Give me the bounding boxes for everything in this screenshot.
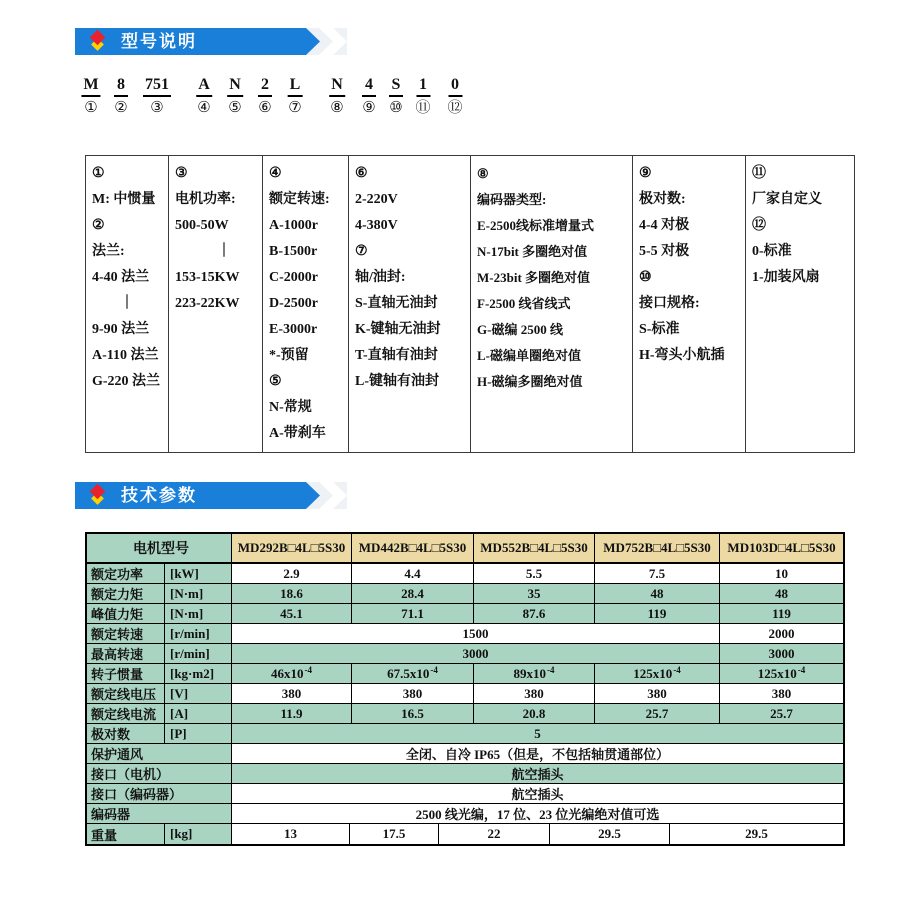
- model-name-cell: MD103D□4L□5S30: [720, 534, 843, 562]
- inertia-base: 46x10: [271, 665, 304, 681]
- model-table-line: L-磁编单圈绝对值: [477, 348, 582, 363]
- model-table-column-7: [746, 156, 854, 452]
- inertia-base: 125x10: [757, 665, 797, 681]
- tech-table-header-row: [87, 534, 843, 564]
- model-table-line: A-110 法兰: [92, 348, 159, 363]
- model-table-line: 法兰:: [92, 244, 125, 259]
- row-label: 保护通风: [87, 744, 232, 763]
- row-unit: [A]: [165, 704, 232, 723]
- model-table-line: F-2500 线省线式: [477, 296, 571, 311]
- inertia-exponent: -4: [430, 664, 438, 675]
- model-table-line: 0-标准: [752, 244, 792, 259]
- model-table-line: 轴/油封:: [355, 270, 406, 285]
- model-table-line: C-2000r: [269, 270, 318, 285]
- code-circled-num: ⑩: [389, 100, 403, 116]
- model-table-line: ③: [175, 166, 188, 181]
- model-table-column-5: [471, 156, 633, 452]
- row-label: 接口（编码器）: [87, 784, 232, 803]
- value-cell: 18.6: [232, 584, 352, 603]
- code-circled-num: ⑧: [330, 100, 344, 116]
- code-part: [362, 76, 376, 116]
- value-cell-span: 全闭、自冷 IP65（但是，不包括轴贯通部位）: [405, 747, 670, 762]
- row-rotor-inertia: [87, 664, 843, 684]
- value-cell: 11.9: [232, 704, 352, 723]
- code-circled-num: ①: [84, 100, 98, 116]
- inertia-base: 125x10: [633, 665, 673, 681]
- model-table-line: 4-4 对极: [639, 218, 690, 233]
- row-rated-power: [87, 564, 843, 584]
- model-table-line: ⑦: [355, 244, 368, 259]
- model-table-line: L-键轴有油封: [355, 374, 439, 389]
- row-unit: [kg·m2]: [165, 664, 232, 683]
- model-table-line: ⑩: [639, 270, 652, 285]
- row-max-speed: [87, 644, 843, 664]
- model-name-cell: MD552B□4L□5S30: [474, 534, 595, 562]
- model-table-line: H-磁编多圈绝对值: [477, 374, 583, 389]
- diamond-bullet-icon: [88, 30, 110, 53]
- model-table-line: G-磁编 2500 线: [477, 322, 563, 337]
- model-name-cell: MD752B□4L□5S30: [595, 534, 720, 562]
- value-cell: 16.5: [352, 704, 474, 723]
- value-cell: 45.1: [232, 604, 352, 623]
- model-table-line: 500-50W: [175, 218, 229, 233]
- code-part: [196, 76, 212, 116]
- code-char: 751: [143, 76, 171, 97]
- tech-section-title: 技术参数: [121, 486, 197, 505]
- model-table-line: ④: [269, 166, 282, 181]
- row-motor-interface: [87, 764, 843, 784]
- code-char: 2: [258, 76, 272, 97]
- model-table-line: 4-380V: [355, 218, 398, 233]
- row-unit: [r/min]: [165, 624, 232, 643]
- inertia-exponent: -4: [547, 664, 555, 675]
- row-label: 极对数: [87, 724, 165, 743]
- model-table-line: 额定转速:: [269, 192, 330, 207]
- model-table-column-1: [86, 156, 169, 452]
- row-label: 额定线电流: [87, 704, 165, 723]
- row-label: 最高转速: [87, 644, 165, 663]
- value-cell: 29.5: [745, 826, 768, 841]
- code-circled-num: ⑤: [228, 100, 242, 116]
- row-weight: [87, 824, 843, 844]
- code-part: [114, 76, 128, 116]
- code-part: [389, 76, 403, 116]
- value-cell: 22: [439, 824, 550, 844]
- model-table-line: D-2500r: [269, 296, 318, 311]
- code-circled-num: ⑦: [288, 100, 302, 116]
- row-encoder-interface: [87, 784, 843, 804]
- model-table-line: K-键轴无油封: [355, 322, 441, 337]
- value-cell: 380: [352, 684, 474, 703]
- value-cell: 7.5: [595, 564, 720, 583]
- model-table-column-2: [169, 156, 263, 452]
- model-name-cell: MD292B□4L□5S30: [232, 534, 352, 562]
- model-table-line: M-23bit 多圈绝对值: [477, 270, 591, 285]
- value-cell: 119: [720, 604, 843, 623]
- code-part: [81, 76, 100, 116]
- model-table-line: 厂家自定义: [752, 192, 822, 207]
- model-table-line: 9-90 法兰: [92, 322, 150, 337]
- model-table-line: M: 中惯量: [92, 192, 156, 207]
- row-peak-torque: [87, 604, 843, 624]
- row-label: 额定转速: [87, 624, 165, 643]
- code-circled-num: ②: [114, 100, 128, 116]
- row-unit: [V]: [165, 684, 232, 703]
- model-table-line: H-弯头小航插: [639, 348, 725, 363]
- model-name-cell: MD442B□4L□5S30: [352, 534, 474, 562]
- inertia-base: 67.5x10: [387, 665, 430, 681]
- value-cell: 71.1: [352, 604, 474, 623]
- inertia-base: 89x10: [513, 665, 546, 681]
- model-table-line: A-1000r: [269, 218, 318, 233]
- code-part: [288, 76, 303, 116]
- value-cell: [595, 664, 720, 683]
- model-table-line: S-标准: [639, 322, 680, 337]
- chevron-right-icon: [319, 482, 347, 509]
- code-circled-num: ④: [197, 100, 211, 116]
- model-table-line: 编码器类型:: [477, 192, 547, 207]
- value-cell-span: 航空插头: [511, 787, 564, 802]
- code-char: N: [227, 76, 243, 97]
- model-table-line: ｜: [92, 296, 134, 311]
- model-table-line: 接口规格:: [639, 296, 700, 311]
- inertia-exponent: -4: [797, 664, 806, 675]
- model-table-line: 1-加装风扇: [752, 270, 820, 285]
- model-table-line: ｜: [175, 244, 231, 259]
- value-cell: 2000: [768, 625, 795, 641]
- chevron-right-icon: [319, 28, 347, 55]
- model-table-line: N-17bit 多圈绝对值: [477, 244, 588, 259]
- model-table-line: 电机功率:: [175, 192, 236, 207]
- code-circled-num: ⑨: [362, 100, 376, 116]
- model-table-line: ⑧: [477, 166, 489, 181]
- tech-section-banner: [75, 482, 347, 509]
- model-table-line: T-直轴有油封: [355, 348, 438, 363]
- row-encoder: [87, 804, 843, 824]
- value-cell: 48: [720, 584, 843, 603]
- inertia-exponent: -4: [304, 664, 312, 675]
- value-cell: 25.7: [720, 704, 843, 723]
- value-cell: 29.5: [550, 824, 670, 844]
- value-cell: 380: [595, 684, 720, 703]
- code-char: 4: [362, 76, 376, 97]
- code-char: 1: [416, 76, 430, 97]
- model-section-title: 型号说明: [121, 32, 197, 51]
- diamond-bullet-icon: [88, 484, 110, 507]
- model-table-line: S-直轴无油封: [355, 296, 438, 311]
- value-cell: 380: [474, 684, 595, 703]
- value-cell: 2.9: [232, 564, 352, 583]
- model-table-line: ②: [92, 218, 105, 233]
- row-unit: [P]: [165, 724, 232, 743]
- row-unit: [kg]: [165, 824, 232, 844]
- row-protection: [87, 744, 843, 764]
- value-cell: 380: [232, 684, 352, 703]
- code-circled-num: ③: [150, 100, 164, 116]
- code-char: M: [81, 76, 100, 97]
- model-table-column-4: [349, 156, 471, 452]
- row-unit: [r/min]: [165, 644, 232, 663]
- row-label: 重量: [87, 824, 165, 844]
- model-table-line: ⑪: [752, 166, 766, 181]
- model-table-line: 153-15KW: [175, 270, 240, 285]
- value-cell-span: 航空插头: [232, 764, 843, 783]
- code-part: [143, 76, 171, 116]
- value-cell: 17.5: [350, 824, 439, 844]
- value-cell: 380: [771, 685, 792, 701]
- value-cell-span: 5: [232, 724, 843, 743]
- row-label: 额定线电压: [87, 684, 165, 703]
- model-table-line: 极对数:: [639, 192, 686, 207]
- model-table-line: *-预留: [269, 348, 309, 363]
- code-part: [227, 76, 243, 116]
- row-unit: [kW]: [165, 564, 232, 583]
- row-unit: [N·m]: [165, 584, 232, 603]
- model-table-line: ⑨: [639, 166, 652, 181]
- row-rated-voltage: [87, 684, 843, 704]
- row-rated-current: [87, 704, 843, 724]
- model-table-line: N-常规: [269, 400, 312, 415]
- value-cell: 10: [775, 565, 788, 581]
- value-cell-span: 1500: [232, 624, 720, 643]
- value-cell: 48: [595, 584, 720, 603]
- code-char: A: [196, 76, 212, 97]
- code-part: [258, 76, 272, 116]
- row-label: 编码器: [87, 804, 232, 823]
- model-table-line: E-3000r: [269, 322, 318, 337]
- code-char: S: [389, 76, 403, 97]
- code-char: L: [288, 76, 303, 97]
- code-char: N: [329, 76, 345, 97]
- value-cell-span: 2500 线光编，17 位、23 位光编绝对值可选: [415, 807, 660, 822]
- banner-arrow-bar: [75, 482, 320, 509]
- value-cell: [352, 664, 474, 683]
- row-label: 额定力矩: [87, 584, 165, 603]
- model-table-line: 2-220V: [355, 192, 398, 207]
- value-cell: 87.6: [474, 604, 595, 623]
- model-table-line: ⑤: [269, 374, 282, 389]
- code-char: 8: [114, 76, 128, 97]
- value-cell: 28.4: [352, 584, 474, 603]
- code-part: [415, 76, 430, 116]
- motor-model-header-cell: 电机型号: [87, 534, 232, 562]
- model-table-line: 4-40 法兰: [92, 270, 150, 285]
- model-table-line: ①: [92, 166, 105, 181]
- code-circled-num: ⑥: [258, 100, 272, 116]
- model-description-table: [85, 155, 855, 453]
- value-cell: 3000: [720, 644, 843, 663]
- row-label: 转子惯量: [87, 664, 165, 683]
- value-cell: 20.8: [474, 704, 595, 723]
- code-part: [329, 76, 345, 116]
- model-section-banner: [75, 28, 347, 55]
- value-cell-span: 3000: [232, 644, 720, 663]
- model-table-line: E-2500线标准增量式: [477, 218, 595, 233]
- code-circled-num: ⑪: [415, 100, 431, 116]
- value-cell: 119: [595, 604, 720, 623]
- value-cell: 35: [474, 584, 595, 603]
- value-cell: 25.7: [595, 704, 720, 723]
- row-unit: [N·m]: [165, 604, 232, 623]
- model-table-line: ⑥: [355, 166, 368, 181]
- value-cell: 5.5: [474, 564, 595, 583]
- value-cell: 4.4: [352, 564, 474, 583]
- model-table-line: A-带刹车: [269, 426, 326, 441]
- value-cell: [720, 664, 843, 683]
- model-table-column-6: [633, 156, 746, 452]
- model-table-line: G-220 法兰: [92, 374, 161, 389]
- value-cell: [474, 664, 595, 683]
- model-table-line: B-1500r: [269, 244, 318, 259]
- banner-arrow-bar: [75, 28, 320, 55]
- tech-parameters-table: [85, 532, 845, 846]
- model-table-line: 5-5 对极: [639, 244, 690, 259]
- row-rated-speed: [87, 624, 843, 644]
- model-table-line: 223-22KW: [175, 296, 240, 311]
- code-char: 0: [448, 76, 462, 97]
- row-pole-pairs: [87, 724, 843, 744]
- model-table-line: ⑫: [752, 218, 766, 233]
- row-label: 接口（电机）: [87, 764, 232, 783]
- row-rated-torque: [87, 584, 843, 604]
- row-label: 峰值力矩: [87, 604, 165, 623]
- code-circled-num: ⑫: [447, 100, 463, 116]
- code-part: [447, 76, 462, 116]
- row-label: 额定功率: [87, 564, 165, 583]
- inertia-exponent: -4: [673, 664, 681, 675]
- value-cell: [232, 664, 352, 683]
- model-table-column-3: [263, 156, 349, 452]
- value-cell: 13: [232, 824, 350, 844]
